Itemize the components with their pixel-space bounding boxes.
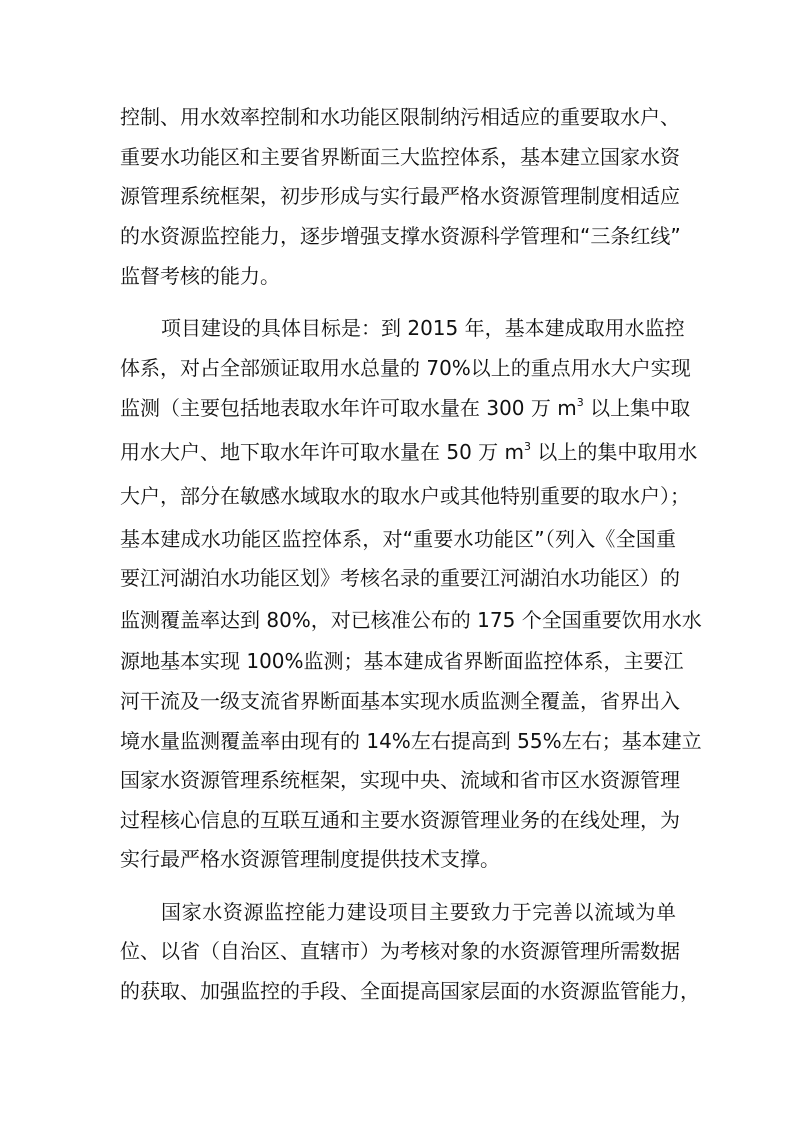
paragraph-line: 源地基本实现 100%监测；基本建成省界断面监控体系，主要江 — [120, 649, 684, 673]
line-text: 以上集中取 — [583, 396, 691, 420]
paragraph-line: 位、以省（自治区、直辖市）为考核对象的水资源管理所需数据 — [120, 939, 680, 963]
paragraph-line: 控制、用水效率控制和水功能区限制纳污相适应的重要取水户、 — [120, 105, 680, 129]
paragraph-line: 大户，部分在敏感水域取水的取水户或其他特别重要的取水户）； — [120, 484, 690, 508]
paragraph-line: 源管理系统框架，初步形成与实行最严格水资源管理制度相适应 — [120, 184, 680, 208]
paragraph-line: 体系，对占全部颁证取用水总量的 70%以上的重点用水大户实现 — [120, 356, 691, 380]
paragraph-line: 监督考核的能力。 — [120, 264, 280, 288]
superscript: 3 — [576, 396, 584, 409]
paragraph-line: 国家水资源管理系统框架，实现中央、流域和省市区水资源管理 — [120, 768, 680, 792]
line-text: 用水大户、地下取水年许可取水量在 50 万 m — [120, 440, 525, 464]
line-text: 以上的集中取用水 — [531, 440, 698, 464]
paragraph-line: 河干流及一级支流省界断面基本实现水质监测全覆盖，省界出入 — [120, 689, 680, 713]
paragraph-line: 要江河湖泊水功能区划》考核名录的重要江河湖泊水功能区）的 — [120, 566, 680, 590]
line-text: 监测（主要包括地表取水年许可取水量在 300 万 m — [120, 396, 577, 420]
paragraph-line: 实行最严格水资源管理制度提供技术支撑。 — [120, 847, 500, 871]
paragraph-line-with-superscript — [120, 394, 691, 422]
paragraph-line: 的获取、加强监控的手段、全面提高国家层面的水资源监管能力， — [120, 979, 700, 1003]
paragraph-line: 的水资源监控能力，逐步增强支撑水资源科学管理和“三条红线” — [120, 224, 681, 248]
paragraph-line-with-superscript — [120, 438, 698, 466]
paragraph-line: 境水量监测覆盖率由现有的 14%左右提高到 55%左右；基本建立 — [120, 729, 702, 753]
paragraph-line: 监测覆盖率达到 80%，对已核准公布的 175 个全国重要饮用水水 — [120, 608, 702, 632]
paragraph-line: 项目建设的具体目标是：到 2015 年，基本建成取用水监控 — [161, 316, 685, 340]
paragraph-line: 过程核心信息的互联互通和主要水资源管理业务的在线处理，为 — [120, 808, 680, 832]
paragraph-line: 基本建成水功能区监控体系，对“重要水功能区”（列入《全国重 — [120, 527, 676, 551]
superscript: 3 — [524, 440, 532, 453]
paragraph-line: 重要水功能区和主要省界断面三大监控体系，基本建立国家水资 — [120, 145, 680, 169]
paragraph-line: 国家水资源监控能力建设项目主要致力于完善以流域为单 — [161, 900, 676, 924]
